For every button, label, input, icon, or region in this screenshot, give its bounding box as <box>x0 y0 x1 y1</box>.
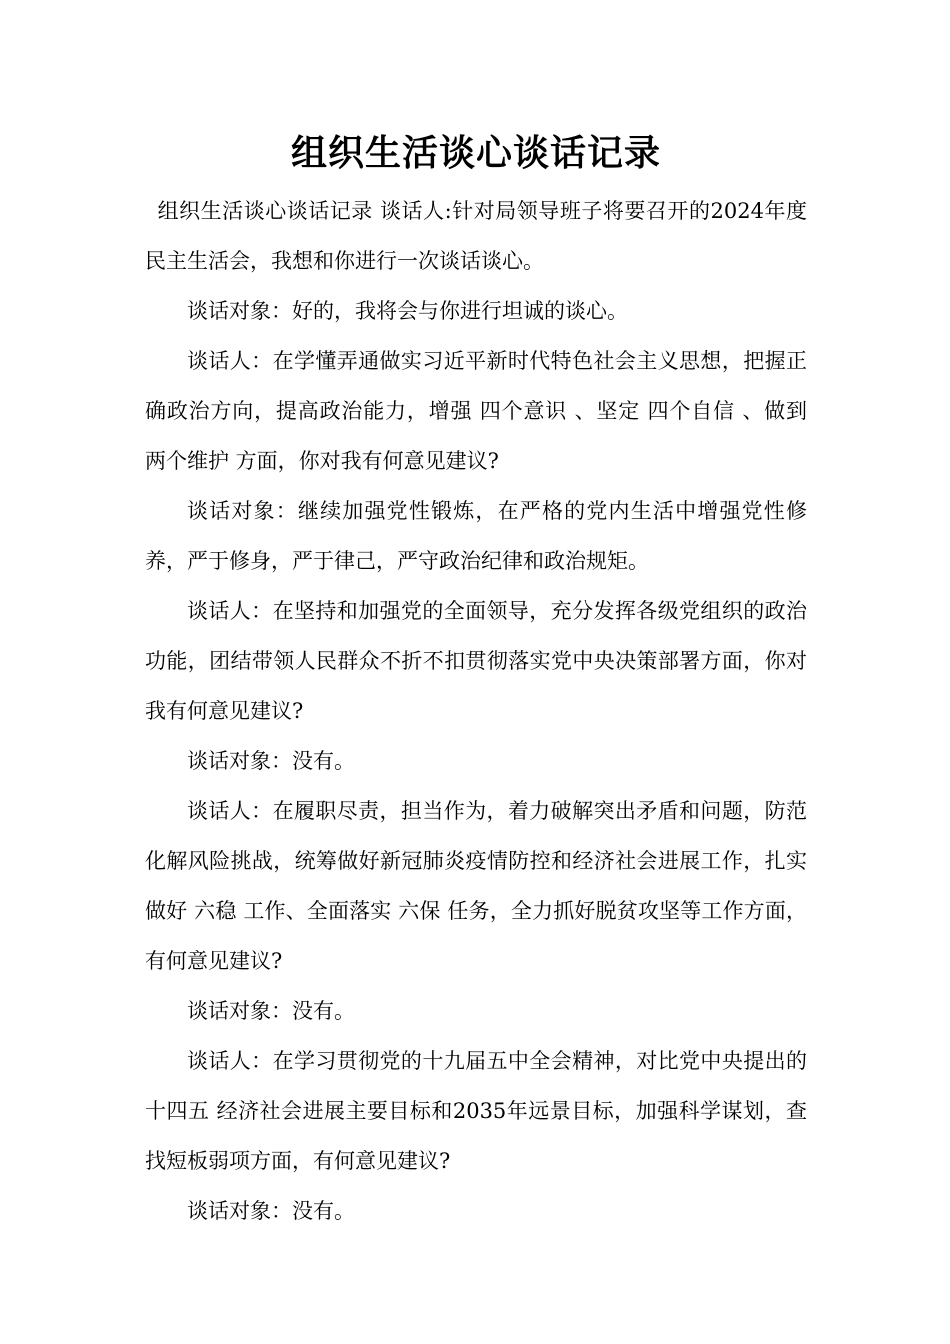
paragraph-response: 谈话对象：好的，我将会与你进行坦诚的谈心。 <box>187 299 628 323</box>
paragraph-response: 谈话对象：没有。 <box>187 1199 355 1223</box>
paragraph-intro: 组织生活谈心谈话记录 谈话人:针对局领导班子将要召开的2024年度民主生活会，我想和你进行一次谈话谈心。 <box>145 199 807 273</box>
paragraph-question: 谈话人：在学懂弄通做实习近平新时代特色社会主义思想，把握正确政治方向，提高政治能力，增强 四个意识 、坚定 四个自信 、做到 两个维护 方面，你对我有何意见建议? <box>145 349 807 473</box>
paragraph-response: 谈话对象：继续加强党性锻炼，在严格的党内生活中增强党性修养，严于修身，严于律己，严守政治纪律和政治规矩。 <box>145 499 807 573</box>
document-page <box>145 128 807 1236</box>
paragraph-response: 谈话对象：没有。 <box>187 999 355 1023</box>
paragraph-question: 谈话人：在坚持和加强党的全面领导，充分发挥各级党组织的政治功能，团结带领人民群众不折不扣贯彻落实党中央决策部署方面，你对我有何意见建议? <box>145 599 807 723</box>
paragraph-question: 谈话人：在履职尽责，担当作为，着力破解突出矛盾和问题，防范化解风险挑战，统筹做好新冠肺炎疫情防控和经济社会进展工作，扎实做好 六稳 工作、全面落实 六保 任务，全力抓好脱贫攻坚等工作方面，有何意见建议? <box>145 799 807 973</box>
paragraph-question: 谈话人：在学习贯彻党的十九届五中全会精神，对比党中央提出的 十四五 经济社会进展主要目标和2035年远景目标，加强科学谋划，查找短板弱项方面，有何意见建议? <box>145 1049 807 1173</box>
document-title: 组织生活谈心谈话记录 <box>290 132 661 174</box>
paragraph-response: 谈话对象：没有。 <box>187 749 355 773</box>
